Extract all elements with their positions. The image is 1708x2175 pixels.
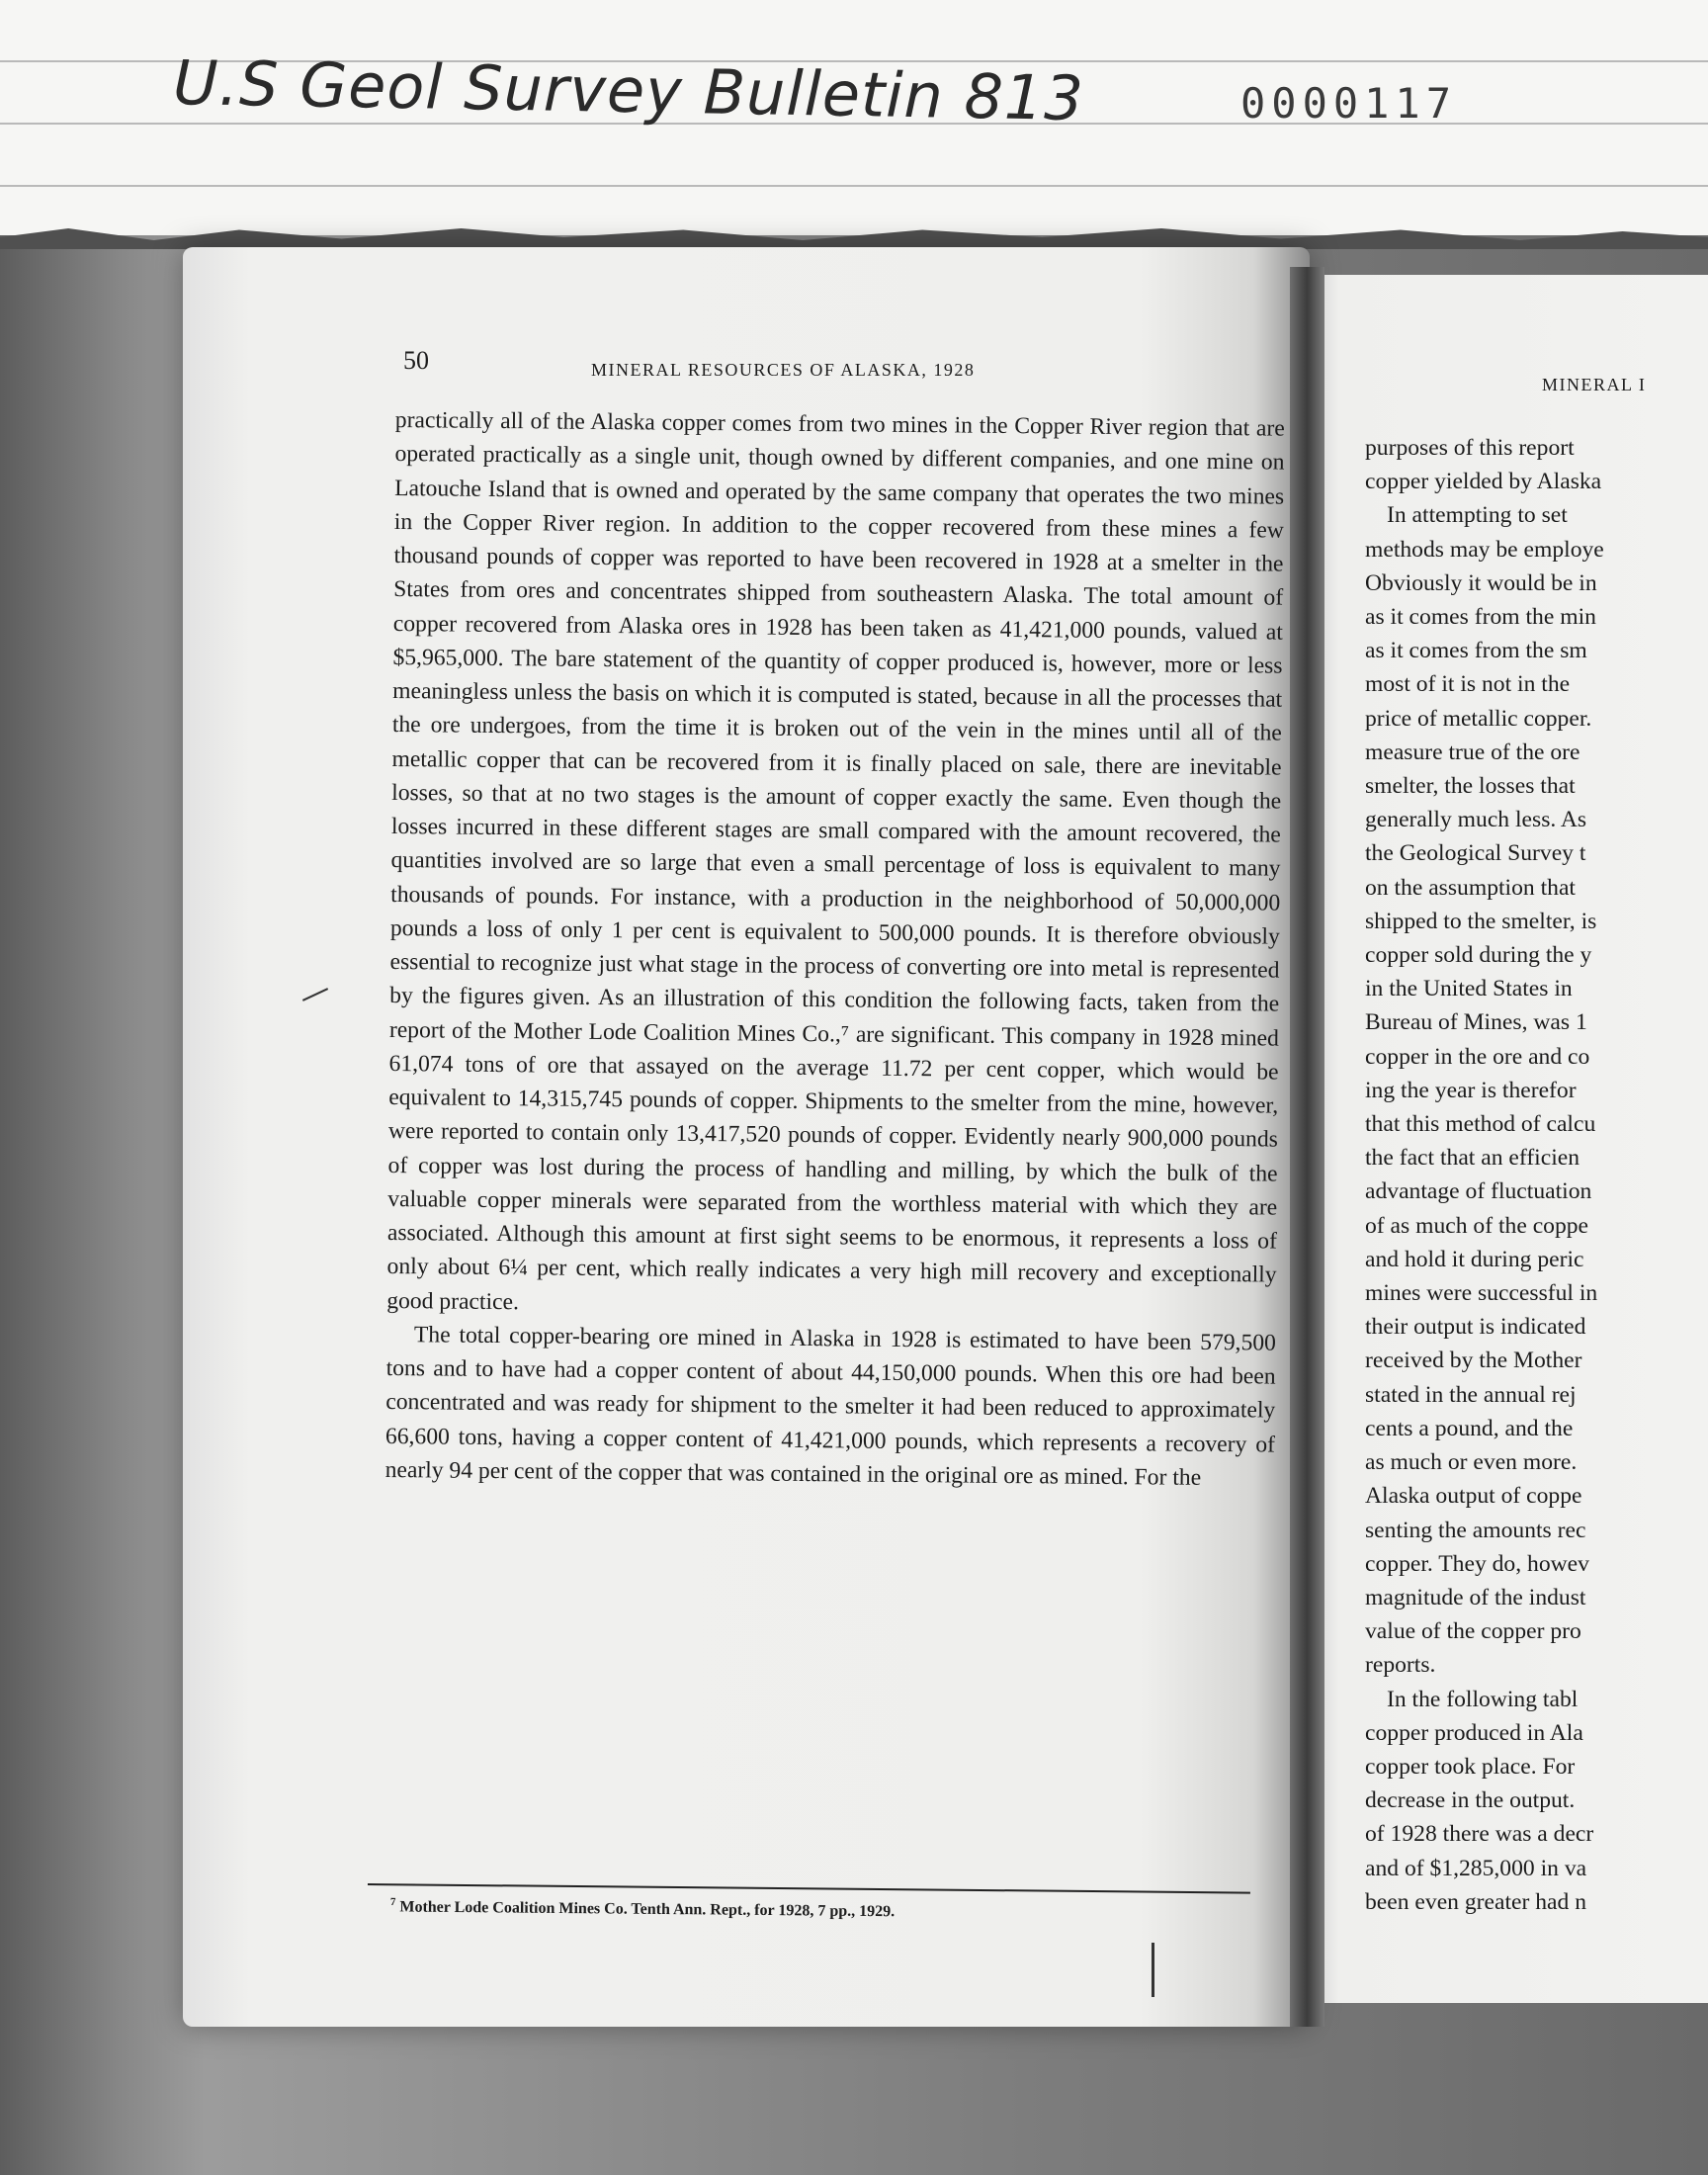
right-column-line: and hold it during peric xyxy=(1365,1246,1584,1272)
paragraph: The total copper-bearing ore mined in Alaska in 1928 is estimated to have been 579,500 tons and to have had a copper content of about 44,150,000 pounds. When this ore had been concentrated and was ready for shipment to the smelter it had been reduced to approximately 66,600 tons, having a copper content of 41,421,000 pounds, which represents a recovery of nearly 94 per cent of the copper that was contained in the original ore as mined. For the xyxy=(384,1321,1277,1491)
right-column-line: and of $1,285,000 in va xyxy=(1365,1855,1587,1881)
right-column-line: cents a pound, and the xyxy=(1365,1415,1574,1441)
right-column-line: received by the Mother xyxy=(1365,1348,1582,1374)
right-column-text xyxy=(1365,431,1708,1919)
right-column-line: their output is indicated xyxy=(1365,1314,1586,1341)
page-number: 50 xyxy=(403,346,429,375)
right-running-head: MINERAL I xyxy=(1542,375,1647,394)
paragraph: practically all of the Alaska copper comes from two mines in the Copper River region that are operated practically as a single unit, though owned by different companies, and one mine on Latouche Island that is owned and operated by the same company that operates the two mines in the Copper River region. In addition to the copper recovered from these mines a few thousand pounds of copper was reported to have been recovered in 1928 at a smelter in the States from ores and concentrates shipped from southeastern Alaska. The total amount of copper recovered from Alaska ores in 1928 has been taken as 41,421,000 pounds, valued at $5,965,000. The bare statement of the quantity of copper produced is, however, more or less meaningless unless the basis on which it is computed is stated, because in all the processes that the ore undergoes, from the time it is broken out of the vein in the mines until all of the metallic copper that can be recovered from it is finally placed on sale, there are inevitable losses, so that at no two stages is the amount of copper exactly the same. Even though the losses incurred in these different stages are small compared with the amount recovered, the quantities involved are so large that even a small percentage of loss is equivalent to many thousands of pounds. For instance, with a production in the neighborhood of 50,000,000 pounds a loss of only 1 per cent is equivalent to 500,000 pounds. It is therefore obviously essential to recognize just what stage in the process of converting ore into metal is represented by the figures given. As an illustration of this condition the following facts, taken from the report of the Mother Lode Coalition Mines Co.,⁷ are significant. This company in 1928 mined 61,074 tons of ore that assayed on the average 11.72 per cent copper, which would be equivalent to 14,315,745 pounds of copper. Shipments to the smelter from the mine, however, were reported to contain only 13,417,520 pounds of copper. Evidently nearly 900,000 pounds of copper was lost during the process of handling and milling, by which the bulk of the valuable copper minerals were separated from the worthless material with which they are associated. Although this amount at first sight seems to be enormous, it represents a loss of only about 6¼ per cent, which really indicates a very high mill recovery and exceptionally good practice. xyxy=(386,406,1285,1315)
right-column-line: of as much of the coppe xyxy=(1365,1212,1589,1239)
running-head: MINERAL RESOURCES OF ALASKA, 1928 xyxy=(591,360,976,380)
right-column-line: In the following tabl xyxy=(1387,1686,1579,1712)
right-column-line: copper in the ore and co xyxy=(1365,1043,1590,1070)
right-column-line: as it comes from the min xyxy=(1365,604,1596,631)
right-column-line: magnitude of the indust xyxy=(1365,1584,1586,1610)
right-column-line: in the United States in xyxy=(1365,976,1573,1002)
right-column-line: price of metallic copper. xyxy=(1365,705,1592,732)
right-column-line: on the assumption that xyxy=(1365,874,1576,901)
right-column-line: as it comes from the sm xyxy=(1365,638,1587,664)
right-column-line: Bureau of Mines, was 1 xyxy=(1365,1009,1587,1036)
right-column-line: of 1928 there was a decr xyxy=(1365,1821,1594,1848)
right-column-line: methods may be employe xyxy=(1365,536,1604,563)
right-column-line: copper sold during the y xyxy=(1365,942,1592,969)
right-column-line: as much or even more. xyxy=(1365,1449,1578,1476)
right-column-line: generally much less. As xyxy=(1365,807,1587,833)
stamp-number: 0000117 xyxy=(1240,79,1458,128)
right-column-line: senting the amounts rec xyxy=(1365,1517,1586,1543)
right-column-line: been even greater had n xyxy=(1365,1888,1587,1915)
book-gutter xyxy=(1290,267,1324,2027)
pencil-mark xyxy=(1152,1943,1154,1997)
right-column-line: measure true of the ore xyxy=(1365,739,1580,765)
right-column-line: ing the year is therefor xyxy=(1365,1077,1577,1103)
right-column-line: stated in the annual rej xyxy=(1365,1381,1577,1408)
right-column-line: the Geological Survey t xyxy=(1365,840,1586,867)
right-column-line: In attempting to set xyxy=(1387,502,1568,529)
right-column-line: most of it is not in the xyxy=(1365,671,1571,698)
header-paper xyxy=(0,0,1708,247)
right-column-line: mines were successful in xyxy=(1365,1280,1598,1307)
handwritten-note: U.S Geol Survey Bulletin 813 xyxy=(172,45,1085,135)
right-column-line: shipped to the smelter, is xyxy=(1365,908,1597,934)
right-column-line: Alaska output of coppe xyxy=(1365,1483,1582,1510)
right-column-line: Obviously it would be in xyxy=(1365,569,1597,596)
right-column-line: reports. xyxy=(1365,1652,1436,1679)
footnote-marker: 7 xyxy=(389,1896,396,1909)
right-column-line: decrease in the output. xyxy=(1365,1787,1576,1814)
right-column-line: value of the copper pro xyxy=(1365,1618,1581,1645)
right-column-line: the fact that an efficien xyxy=(1365,1145,1580,1172)
right-column-line: advantage of fluctuation xyxy=(1365,1178,1592,1205)
right-column-line: copper produced in Ala xyxy=(1365,1719,1583,1746)
right-column-line: that this method of calcu xyxy=(1365,1111,1596,1138)
right-column-line: smelter, the losses that xyxy=(1365,773,1576,800)
right-column-line: copper yielded by Alaska xyxy=(1365,469,1602,495)
footnote-text: Mother Lode Coalition Mines Co. Tenth Ann. Rept., for 1928, 7 pp., 1929. xyxy=(399,1898,896,1921)
right-column-line: purposes of this report xyxy=(1365,435,1575,461)
right-column-line: copper took place. For xyxy=(1365,1753,1576,1780)
main-text xyxy=(384,403,1284,1496)
right-column-line: copper. They do, howev xyxy=(1365,1550,1589,1577)
